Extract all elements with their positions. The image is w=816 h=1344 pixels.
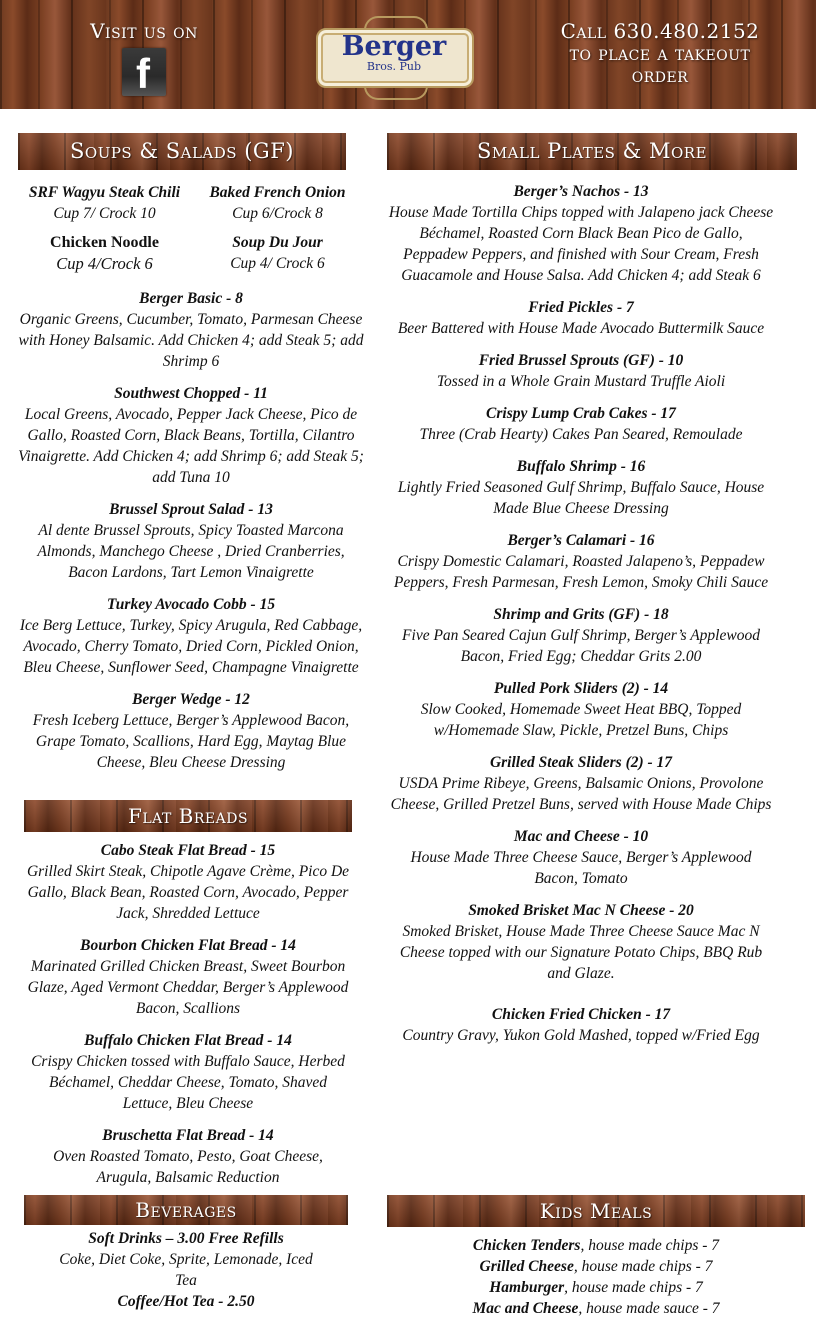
- list-item: [387, 403, 775, 445]
- item-name: Buffalo Chicken Flat Bread - 14: [84, 1032, 292, 1049]
- list-item: [387, 1256, 805, 1277]
- item-desc: Grilled Skirt Steak, Chipotle Agave Crème, Pico De Gallo, Black Bean, Roasted Corn, Avocado, Pepper Jack, Shredded Lettuce: [26, 863, 350, 922]
- kids-item-desc: , house made chips - 7: [564, 1279, 703, 1296]
- item-name: Crispy Lump Crab Cakes - 17: [486, 405, 676, 422]
- soup-price: Cup 6/Crock 8: [232, 205, 323, 222]
- item-name: Shrimp and Grits (GF) - 18: [493, 606, 669, 623]
- logo: [314, 10, 474, 100]
- item-desc: Beer Battered with House Made Avocado Buttermilk Sauce: [397, 320, 765, 337]
- item-name: Brussel Sprout Salad - 13: [109, 501, 273, 518]
- item-name: Bruschetta Flat Bread - 14: [102, 1127, 274, 1144]
- list-item: [387, 752, 775, 815]
- item-desc: Smoked Brisket, House Made Three Cheese Sauce Mac N Cheese topped with our Signature Potato Chips, BBQ Rub and Glaze.: [399, 923, 763, 982]
- item-desc: Five Pan Seared Cajun Gulf Shrimp, Berger’s Applewood Bacon, Fried Egg; Cheddar Grits 2.00: [402, 627, 760, 665]
- list-item: [24, 1030, 352, 1114]
- soup-price: Cup 7/ Crock 10: [53, 205, 156, 222]
- logo-sub: Bros. Pub: [366, 60, 422, 73]
- list-item: [387, 350, 775, 392]
- item-name: Buffalo Shrimp - 16: [516, 458, 646, 475]
- small-plates-block: [387, 181, 775, 1057]
- list-item: [387, 456, 775, 519]
- logo-ornament-bottom: [364, 86, 428, 100]
- soup-name: SRF Wagyu Steak Chili: [28, 184, 181, 201]
- soup-name: Baked French Onion: [209, 184, 346, 201]
- item-desc: Oven Roasted Tomato, Pesto, Goat Cheese, Arugula, Balsamic Reduction: [53, 1148, 323, 1186]
- small-plates-title: Small Plates & More: [387, 133, 797, 170]
- item-desc: Three (Crab Hearty) Cakes Pan Seared, Remoulade: [419, 426, 743, 443]
- soup-row: [18, 232, 364, 274]
- soup-name: Chicken Noodle: [50, 234, 159, 251]
- soups-block: [18, 182, 364, 274]
- list-item: [387, 297, 775, 339]
- list-item: [18, 383, 364, 488]
- soup-name: Soup Du Jour: [232, 234, 323, 251]
- call-line: order: [631, 63, 689, 87]
- flat-breads-block: [24, 840, 352, 1199]
- list-item: [18, 689, 364, 773]
- facebook-icon[interactable]: [122, 48, 166, 96]
- item-name: Berger’s Calamari - 16: [507, 532, 655, 549]
- soup-price: Cup 4/ Crock 6: [230, 255, 325, 272]
- item-desc: Crispy Chicken tossed with Buffalo Sauce, Herbed Béchamel, Cheddar Cheese, Tomato, Shaved Lettuce, Bleu Cheese: [31, 1053, 345, 1112]
- item-name: Turkey Avocado Cobb - 15: [106, 596, 276, 613]
- item-name: Grilled Steak Sliders (2) - 17: [489, 754, 673, 771]
- item-desc: Marinated Grilled Chicken Breast, Sweet Bourbon Glaze, Aged Vermont Cheddar, Berger’s Applewood Bacon, Scallions: [27, 958, 349, 1017]
- item-name: Chicken Fried Chicken - 17: [491, 1006, 671, 1023]
- facebook-glyph: f: [136, 50, 150, 97]
- coffee-tea: Coffee/Hot Tea - 2.50: [117, 1293, 255, 1310]
- kids-item-name: Mac and Cheese: [472, 1300, 579, 1317]
- list-item: [18, 288, 364, 372]
- kids-meals-block: [387, 1235, 805, 1319]
- item-name: Berger’s Nachos - 13: [513, 183, 649, 200]
- call-to-order[interactable]: [520, 20, 800, 86]
- list-item: [387, 1235, 805, 1256]
- item-desc: Organic Greens, Cucumber, Tomato, Parmesan Cheese with Honey Balsamic. Add Chicken 4; add Steak 5; add Shrimp 6: [18, 311, 364, 370]
- kids-item-name: Chicken Tenders: [472, 1237, 581, 1254]
- call-line: to place a takeout: [569, 41, 751, 65]
- salads-block: [18, 288, 364, 784]
- kids-item-desc: , house made sauce - 7: [578, 1300, 720, 1317]
- list-item: [191, 232, 364, 274]
- logo-name: Berger: [341, 31, 447, 62]
- kids-item-desc: , house made chips - 7: [580, 1237, 720, 1254]
- item-desc: Ice Berg Lettuce, Turkey, Spicy Arugula, Red Cabbage, Avocado, Cherry Tomato, Dried Corn, Pickled Onion, Bleu Cheese, Sunflower Seed, Champagne Vinaigrette: [19, 617, 363, 676]
- list-item: [18, 499, 364, 583]
- item-desc: Tossed in a Whole Grain Mustard Truffle Aioli: [436, 373, 726, 390]
- list-item: [387, 604, 775, 667]
- list-item: [24, 935, 352, 1019]
- item-name: Southwest Chopped - 11: [114, 385, 268, 402]
- list-item: [387, 900, 775, 984]
- list-item: [24, 1125, 352, 1188]
- item-desc: Crispy Domestic Calamari, Roasted Jalapeno’s, Peppadew Peppers, Fresh Parmesan, Fresh Lemon, Smoky Chili Sauce: [393, 553, 769, 591]
- item-desc: USDA Prime Ribeye, Greens, Balsamic Onions, Provolone Cheese, Grilled Pretzel Buns, served with House Made Chips: [390, 775, 772, 813]
- visit-us-text: Visit us on: [90, 19, 198, 43]
- kids-item-name: Grilled Cheese: [479, 1258, 574, 1275]
- list-item: [387, 826, 775, 889]
- item-name: Fried Pickles - 7: [528, 299, 634, 316]
- beverages-block: [24, 1228, 348, 1312]
- beverages-title: Beverages: [24, 1195, 348, 1225]
- list-item: [18, 182, 191, 224]
- item-name: Cabo Steak Flat Bread - 15: [100, 842, 276, 859]
- item-name: Mac and Cheese - 10: [513, 828, 649, 845]
- list-item: [387, 678, 775, 741]
- item-desc: Slow Cooked, Homemade Sweet Heat BBQ, Topped w/Homemade Slaw, Pickle, Pretzel Buns, Chips: [420, 701, 742, 739]
- list-item: [387, 1004, 775, 1046]
- header-banner: [0, 0, 816, 109]
- list-item: [191, 182, 364, 224]
- item-desc: Lightly Fried Seasoned Gulf Shrimp, Buffalo Sauce, House Made Blue Cheese Dressing: [397, 479, 765, 517]
- kids-meals-title: Kids Meals: [387, 1195, 805, 1227]
- list-item: [387, 530, 775, 593]
- item-desc: Country Gravy, Yukon Gold Mashed, topped w/Fried Egg: [402, 1027, 760, 1044]
- call-line: Call 630.480.2152: [560, 19, 760, 43]
- list-item: [387, 1277, 805, 1298]
- list-item: [387, 181, 775, 286]
- item-name: Berger Basic - 8: [139, 290, 243, 307]
- list-item: [387, 1298, 805, 1319]
- list-item: [18, 232, 191, 274]
- soft-drinks-list: Coke, Diet Coke, Sprite, Lemonade, Iced Tea: [59, 1251, 313, 1289]
- item-desc: House Made Three Cheese Sauce, Berger’s Applewood Bacon, Tomato: [410, 849, 752, 887]
- item-desc: Local Greens, Avocado, Pepper Jack Cheese, Pico de Gallo, Roasted Corn, Black Beans, Tortilla, Cilantro Vinaigrette. Add Chicken 4; add Shrimp 6; add Steak 5; add Tuna 10: [18, 406, 364, 486]
- item-name: Bourbon Chicken Flat Bread - 14: [80, 937, 296, 954]
- flat-breads-title: Flat Breads: [24, 800, 352, 832]
- soup-price: Cup 4/Crock 6: [56, 254, 153, 273]
- soups-salads-title: Soups & Salads (GF): [18, 133, 346, 170]
- list-item: [18, 594, 364, 678]
- item-name: Fried Brussel Sprouts (GF) - 10: [478, 352, 684, 369]
- list-item: [24, 840, 352, 924]
- item-desc: Fresh Iceberg Lettuce, Berger’s Applewood Bacon, Grape Tomato, Scallions, Hard Egg, Maytag Blue Cheese, Bleu Cheese Dressing: [32, 712, 350, 771]
- soup-row: [18, 182, 364, 224]
- kids-item-desc: , house made chips - 7: [573, 1258, 713, 1275]
- item-name: Berger Wedge - 12: [132, 691, 250, 708]
- kids-item-name: Hamburger: [489, 1279, 565, 1296]
- item-desc: House Made Tortilla Chips topped with Jalapeno jack Cheese Béchamel, Roasted Corn Black Bean Pico de Gallo, Peppadew Peppers, and finished with Sour Cream, Fresh Guacamole and House Salsa. Add Chicken 4; add Steak 6: [388, 204, 774, 284]
- item-desc: Al dente Brussel Sprouts, Spicy Toasted Marcona Almonds, Manchego Cheese , Dried Cranberries, Bacon Lardons, Tart Lemon Vinaigrette: [37, 522, 345, 581]
- item-name: Pulled Pork Sliders (2) - 14: [493, 680, 669, 697]
- item-name: Smoked Brisket Mac N Cheese - 20: [468, 902, 694, 919]
- soft-drinks-heading: Soft Drinks – 3.00 Free Refills: [88, 1230, 284, 1247]
